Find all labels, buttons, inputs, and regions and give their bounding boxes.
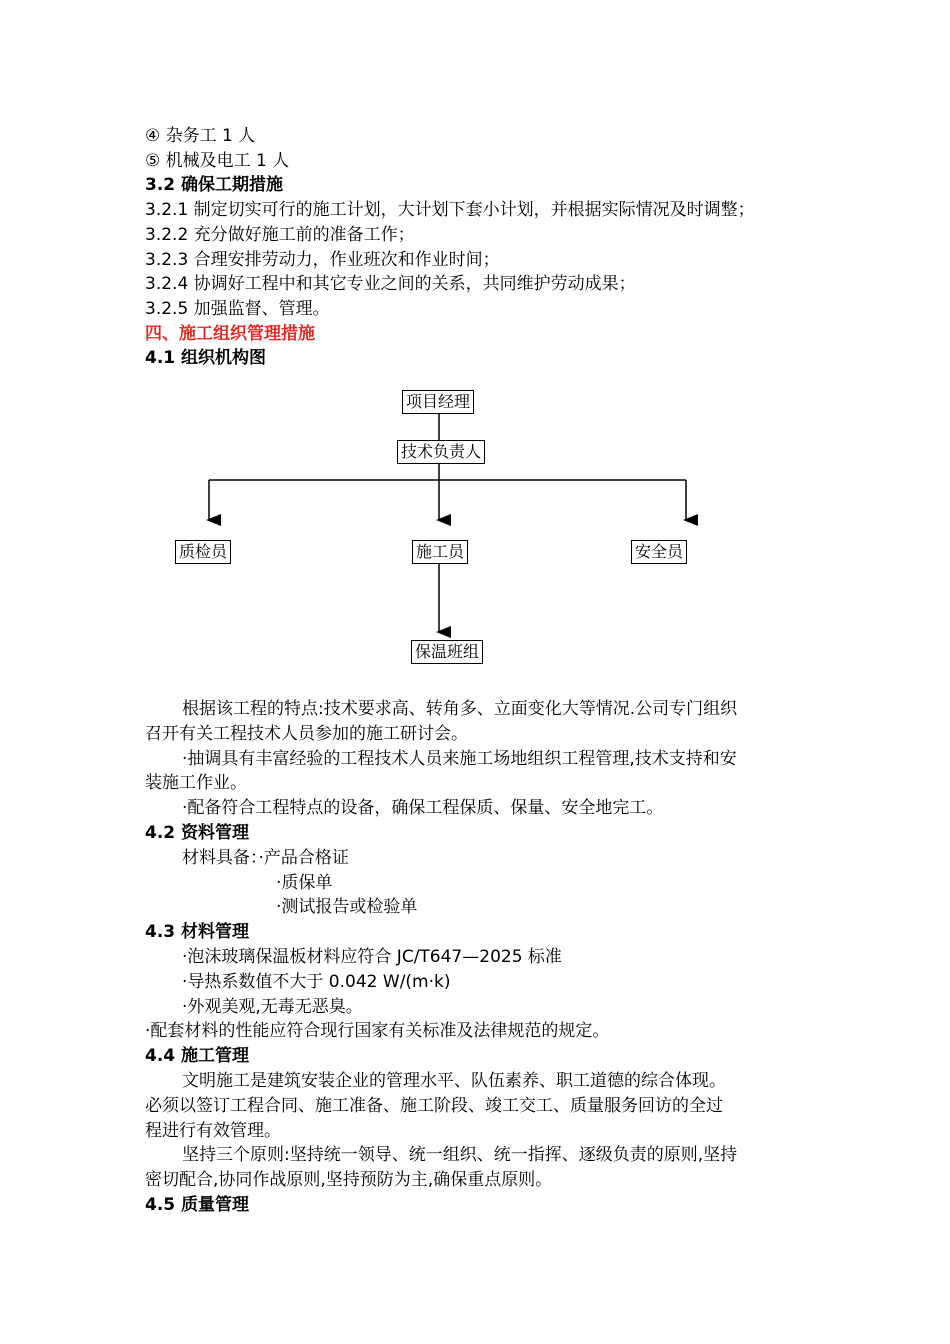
text-line: 程进行有效管理。 bbox=[145, 1120, 281, 1141]
node-safety-officer: 安全员 bbox=[631, 540, 687, 564]
text-line: ·测试报告或检验单 bbox=[276, 897, 418, 918]
text-line: 密切配合,协同作战原则,坚持预防为主,确保重点原则。 bbox=[145, 1170, 553, 1191]
text-line: 根据该工程的特点:技术要求高、转角多、立面变化大等情况.公司专门组织 bbox=[182, 699, 738, 719]
section-heading: 4.2 资料管理 bbox=[145, 823, 250, 843]
text-line: ·泡沫玻璃保温板材料应符合 JC/T647—2025 标准 bbox=[182, 947, 562, 967]
text-line: ·导热系数值不大于 0.042 W/(m·k) bbox=[182, 971, 451, 992]
text-line: 3.2.3 合理安排劳动力，作业班次和作业时间； bbox=[145, 249, 500, 270]
text-line: ·质保单 bbox=[276, 872, 333, 893]
text-line: 3.2.1 制定切实可行的施工计划，大计划下套小计划，并根据实际情况及时调整； bbox=[145, 200, 755, 221]
text-line: ·外观美观,无毒无恶臭。 bbox=[182, 996, 363, 1017]
text-line: ·配套材料的性能应符合现行国家有关标准及法律规范的规定。 bbox=[145, 1021, 610, 1042]
node-quality-inspector: 质检员 bbox=[175, 540, 231, 564]
text-line: ⑤ 机械及电工 1 人 bbox=[145, 150, 290, 171]
section-heading: 4.4 施工管理 bbox=[145, 1046, 250, 1067]
text-line: 材料具备：·产品合格证 bbox=[182, 847, 349, 868]
node-tech-lead: 技术负责人 bbox=[397, 440, 485, 464]
text-line: 3.2.2 充分做好施工前的准备工作； bbox=[145, 224, 415, 245]
node-insulation-team: 保温班组 bbox=[411, 640, 483, 664]
text-line: 坚持三个原则:坚持统一领导、统一组织、统一指挥、逐级负责的原则,坚持 bbox=[182, 1145, 738, 1166]
text-line: ·配备符合工程特点的设备，确保工程保质、保量、安全地完工。 bbox=[182, 798, 664, 819]
text-line: 召开有关工程技术人员参加的施工研讨会。 bbox=[145, 723, 468, 744]
org-chart bbox=[0, 380, 950, 680]
text-line: 3.2.4 协调好工程中和其它专业之间的关系，共同维护劳动成果； bbox=[145, 274, 636, 295]
section-heading: 4.1 组织机构图 bbox=[145, 348, 267, 369]
node-constructor: 施工员 bbox=[412, 540, 468, 564]
section-heading: 4.3 材料管理 bbox=[145, 922, 250, 943]
section-heading: 4.5 质量管理 bbox=[145, 1195, 250, 1215]
text-line: 装施工作业。 bbox=[145, 773, 247, 794]
section-heading: 3.2 确保工期措施 bbox=[145, 175, 284, 196]
text-line: 3.2.5 加强监督、管理。 bbox=[145, 298, 330, 319]
org-chart-connectors bbox=[0, 380, 950, 680]
node-project-manager: 项目经理 bbox=[402, 390, 474, 414]
text-line: ④ 杂务工 1 人 bbox=[145, 126, 256, 146]
text-line: 必须以签订工程合同、施工准备、施工阶段、竣工交工、质量服务回访的全过 bbox=[145, 1095, 723, 1116]
text-line: ·抽调具有丰富经验的工程技术人员来施工场地组织工程管理,技术支持和安 bbox=[182, 748, 737, 769]
text-line: 文明施工是建筑安装企业的管理水平、队伍素养、职工道德的综合体现。 bbox=[182, 1071, 726, 1091]
section-heading: 四、施工组织管理措施 bbox=[145, 323, 315, 344]
